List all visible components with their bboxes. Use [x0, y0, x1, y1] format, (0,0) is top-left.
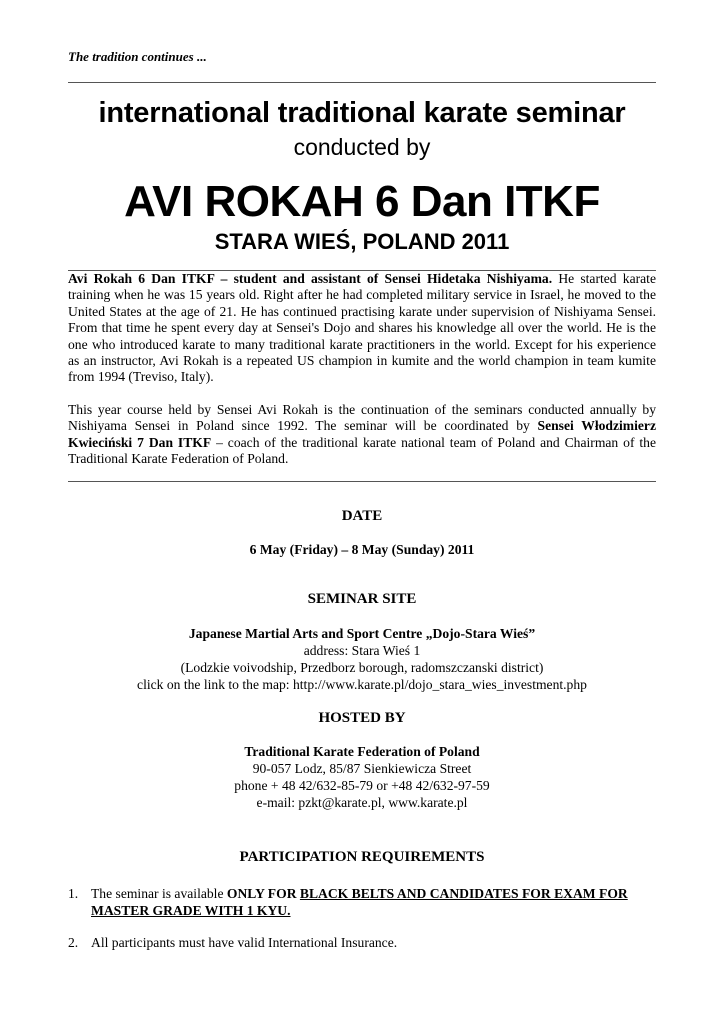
hosted-org: Traditional Karate Federation of Poland	[244, 744, 480, 759]
site-details	[68, 625, 656, 693]
seminar-title: international traditional karate seminar	[98, 97, 626, 129]
requirement-item	[68, 935, 656, 953]
instructor-name: AVI ROKAH 6 Dan ITKF	[124, 177, 600, 226]
requirement-item	[68, 886, 656, 920]
course-text-after: – coach of the traditional karate national team of Poland and Chairman of the Traditional Karate Federation of Poland.	[68, 434, 656, 467]
intro-text: He started karate training when he was 15 years old. Right after he had completed military service in Israel, he moved to the United States at the age of 21. He has continued practising karate under supervision of Nishiyama Sensei. From that time he spent every day at Sensei's Dojo and shares his knowledge all over the world. He is the one who introduced karate to many traditional karate practitioners in the world. Except for his experience as an instructor, Avi Rokah is a repeated US champion in kumite and the world champion in team kumite from 1994 (Treviso, Italy).	[68, 271, 656, 385]
requirement-number: 1.	[68, 886, 79, 901]
date-heading: DATE	[341, 508, 383, 524]
course-paragraph	[68, 402, 656, 468]
intro-bold-lead: Avi Rokah 6 Dan ITKF – student and assistant of Sensei Hidetaka Nishiyama.	[68, 271, 553, 286]
requirements-heading: PARTICIPATION REQUIREMENTS	[239, 849, 485, 865]
divider	[68, 82, 656, 83]
site-heading: SEMINAR SITE	[307, 591, 417, 607]
hosted-email[interactable]: e-mail: pzkt@karate.pl, www.karate.pl	[256, 795, 468, 810]
site-region: (Lodzkie voivodship, Przedborz borough, radomszczanski district)	[180, 660, 544, 675]
divider	[68, 481, 656, 482]
tagline: The tradition continues ...	[68, 49, 207, 64]
requirement-text: The seminar is available ONLY FOR BLACK BELTS AND CANDIDATES FOR EXAM FOR MASTER GRADE WITH 1 KYU.	[91, 886, 628, 918]
hosted-phone: phone + 48 42/632-85-79 or +48 42/632-97-59	[234, 778, 490, 793]
intro-paragraph	[68, 271, 656, 386]
site-venue: Japanese Martial Arts and Sport Centre „Dojo-Stara Wieś”	[188, 626, 536, 641]
site-address: address: Stara Wieś 1	[303, 643, 421, 658]
site-map-link[interactable]: click on the link to the map: http://www.karate.pl/dojo_stara_wies_investment.php	[137, 677, 587, 692]
requirement-text: All participants must have valid International Insurance.	[91, 935, 398, 950]
seminar-subtitle: conducted by	[293, 134, 431, 160]
course-coordinator: Sensei Włodzimierz Kwieciński 7 Dan ITKF	[68, 418, 656, 450]
seminar-place: STARA WIEŚ, POLAND 2011	[214, 229, 510, 254]
hosted-details	[68, 743, 656, 811]
requirement-number: 2.	[68, 935, 79, 950]
date-value: 6 May (Friday) – 8 May (Sunday) 2011	[249, 542, 475, 557]
hosted-street: 90-057 Lodz, 85/87 Sienkiewicza Street	[252, 761, 472, 776]
course-text-before: This year course held by Sensei Avi Rokah is the continuation of the seminars conducted annually by Nishiyama Sensei in Poland since 1992. The seminar will be coordinated by	[68, 402, 656, 434]
hosted-heading: HOSTED BY	[318, 710, 406, 726]
